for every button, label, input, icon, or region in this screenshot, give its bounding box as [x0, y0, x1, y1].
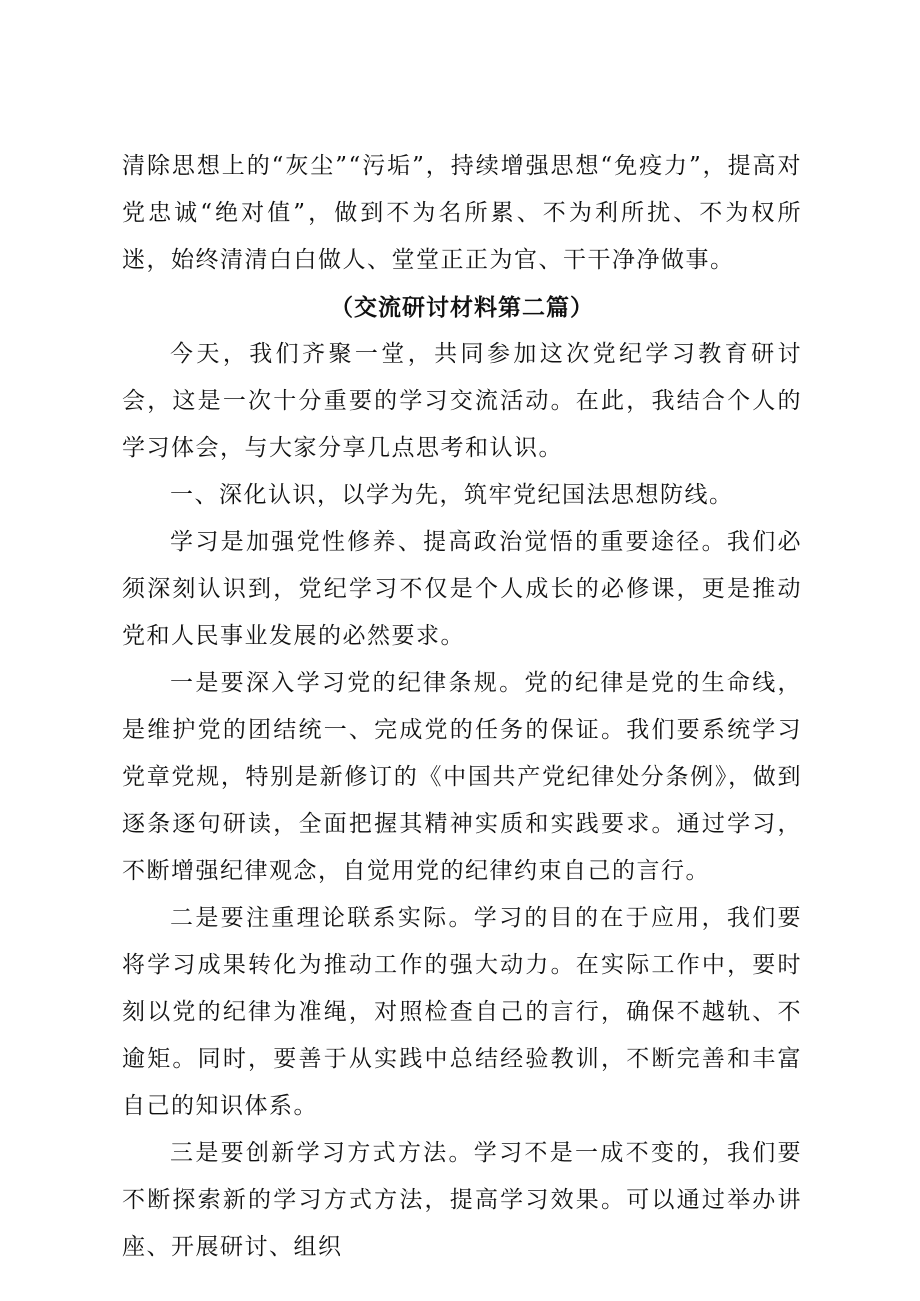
continued-paragraph: 清除思想上的“灰尘”“污垢”，持续增强思想“免疫力”，提高对党忠诚“绝对值”，做到不为名所累、不为利所扰、不为权所迷，始终清清白白做人、堂堂正正为官、干干净净做事。 [122, 153, 802, 273]
body-paragraph-4: 一是要深入学习党的纪律条规。党的纪律是党的生命线，是维护党的团结统一、完成党的任务的保证。我们要系统学习党章党规，特别是新修订的《中国共产党纪律处分条例》，做到逐条逐句研读，全面把握其精神实质和实践要求。通过学习，不断增强纪律观念，自觉用党的纪律约束自己的言行。 [122, 670, 802, 884]
document-body [122, 143, 802, 1271]
section-heading: （交流研讨材料第二篇） [330, 294, 594, 321]
body-paragraph-3: 学习是加强党性修养、提高政治觉悟的重要途径。我们必须深刻认识到，党纪学习不仅是个人成长的必修课，更是推动党和人民事业发展的必然要求。 [122, 529, 802, 649]
body-paragraph-1: 今天，我们齐聚一堂，共同参加这次党纪学习教育研讨会，这是一次十分重要的学习交流活动。在此，我结合个人的学习体会，与大家分享几点思考和认识。 [122, 341, 802, 461]
body-paragraph-6: 三是要创新学习方式方法。学习不是一成不变的，我们要不断探索新的学习方式方法，提高学习效果。可以通过举办讲座、开展研讨、组织 [122, 1140, 802, 1260]
body-paragraph-2: 一、深化认识，以学为先，筑牢党纪国法思想防线。 [170, 482, 734, 508]
body-paragraph-5: 二是要注重理论联系实际。学习的目的在于应用，我们要将学习成果转化为推动工作的强大动力。在实际工作中，要时刻以党的纪律为准绳，对照检查自己的言行，确保不越轨、不逾矩。同时，要善于从实践中总结经验教训，不断完善和丰富自己的知识体系。 [122, 905, 802, 1119]
